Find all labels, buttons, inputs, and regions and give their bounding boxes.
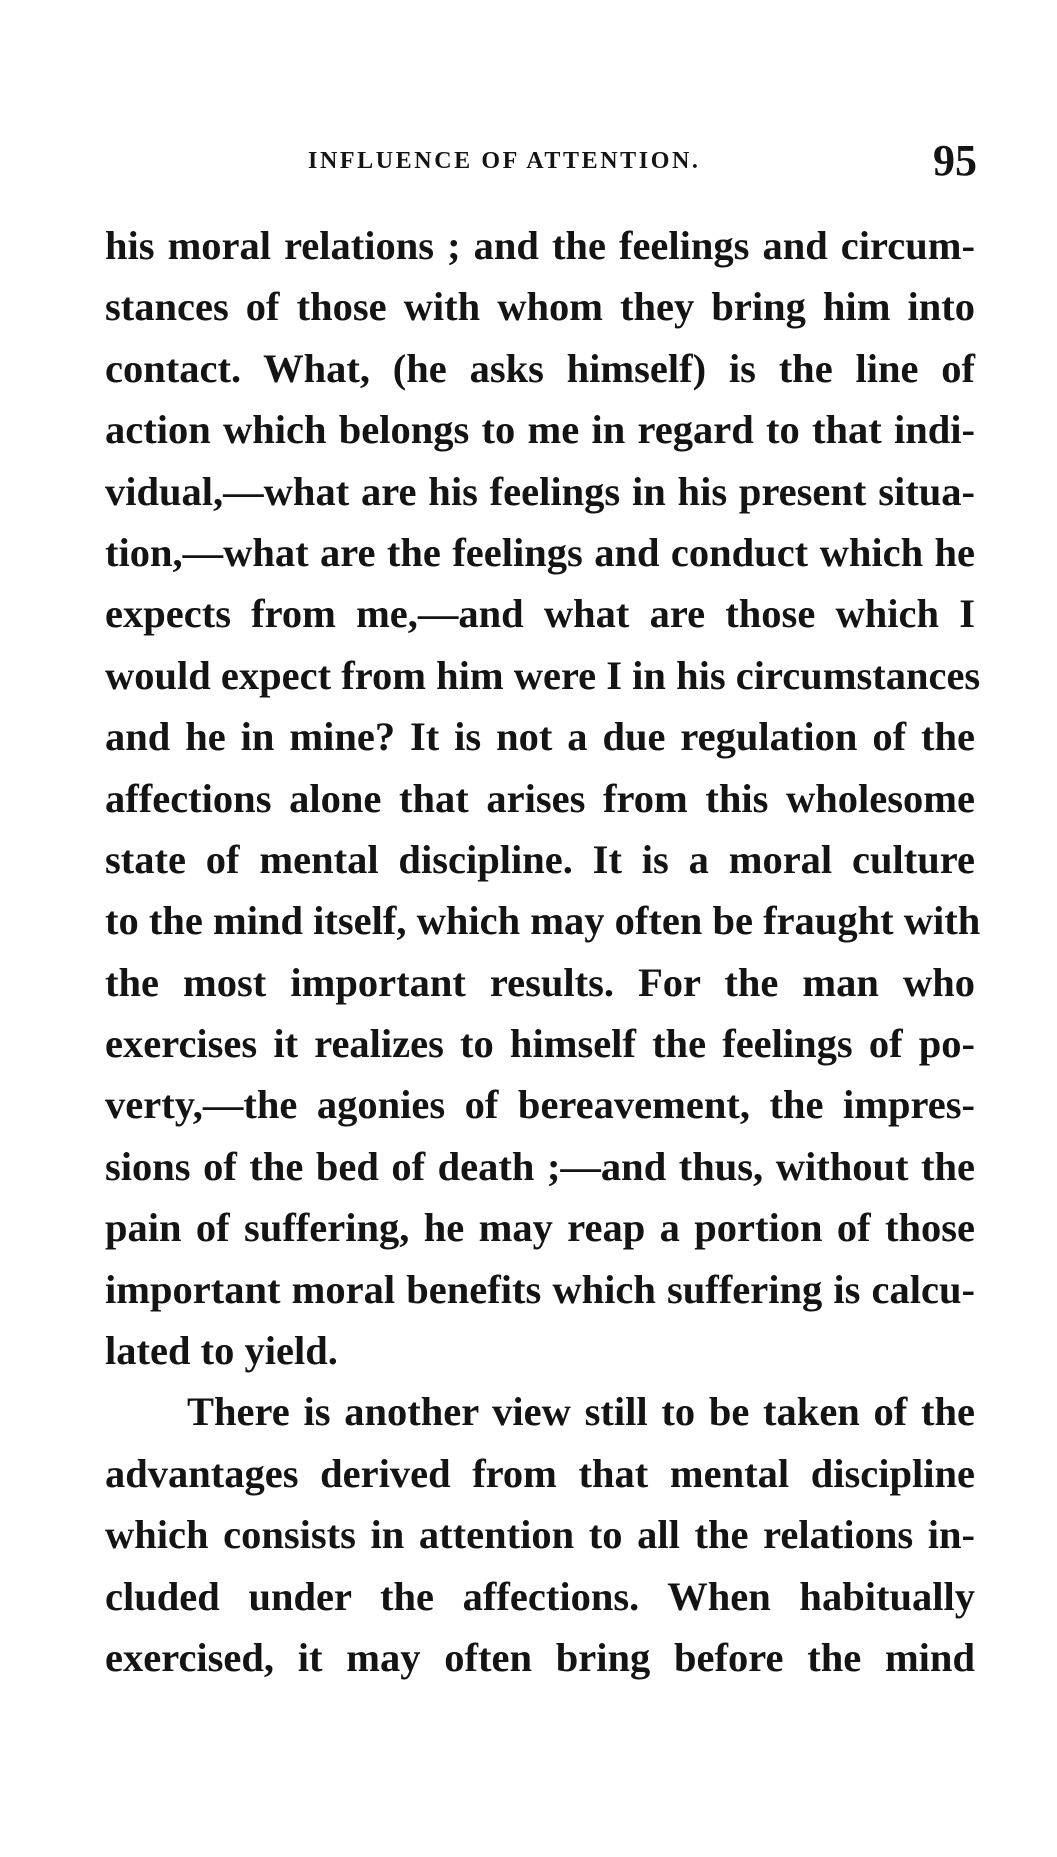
text-line: expects from me,—and what are those which I [105, 591, 975, 637]
text-line: exercises it realizes to himself the feelings of po- [105, 1021, 975, 1067]
text-line: lated to yield. [105, 1328, 338, 1374]
running-header [308, 136, 983, 185]
text-line: the most important results. For the man who [105, 959, 975, 1005]
paragraph-1 [105, 215, 981, 1381]
text-line: verty,—the agonies of bereavement, the impres- [105, 1082, 975, 1128]
text-line: exercised, it may often bring before the mind [105, 1634, 975, 1680]
text-line: action which belongs to me in regard to that indi- [105, 407, 975, 453]
text-line: advantages derived from that mental discipline [105, 1450, 975, 1496]
text-line: There is another view still to be taken of the [187, 1389, 975, 1435]
text-line: pain of suffering, he may reap a portion of those [105, 1205, 975, 1251]
body-text [105, 215, 981, 1688]
text-line: and he in mine? It is not a due regulation of the [105, 714, 975, 760]
text-line: to the mind itself, which may often be fraught with [105, 898, 981, 944]
text-line: state of mental discipline. It is a moral culture [105, 836, 975, 882]
page-number: 95 [933, 136, 977, 185]
text-line: tion,—what are the feelings and conduct which he [105, 529, 975, 575]
text-line: vidual,—what are his feelings in his present situa- [105, 468, 975, 514]
text-line: sions of the bed of death ;—and thus, without the [105, 1143, 975, 1189]
paragraph-2 [105, 1381, 975, 1688]
text-line: affections alone that arises from this wholesome [105, 775, 975, 821]
text-line: stances of those with whom they bring him into [105, 284, 975, 330]
text-line: important moral benefits which suffering is calcu- [105, 1266, 975, 1312]
text-line: would expect from him were I in his circumstances [105, 652, 981, 698]
text-line: which consists in attention to all the relations in- [105, 1512, 975, 1558]
running-title: INFLUENCE OF ATTENTION. [308, 148, 701, 174]
text-line: contact. What, (he asks himself) is the line of [105, 345, 975, 391]
text-line: cluded under the affections. When habitually [105, 1573, 975, 1619]
text-line: his moral relations ; and the feelings and circum- [105, 223, 975, 268]
